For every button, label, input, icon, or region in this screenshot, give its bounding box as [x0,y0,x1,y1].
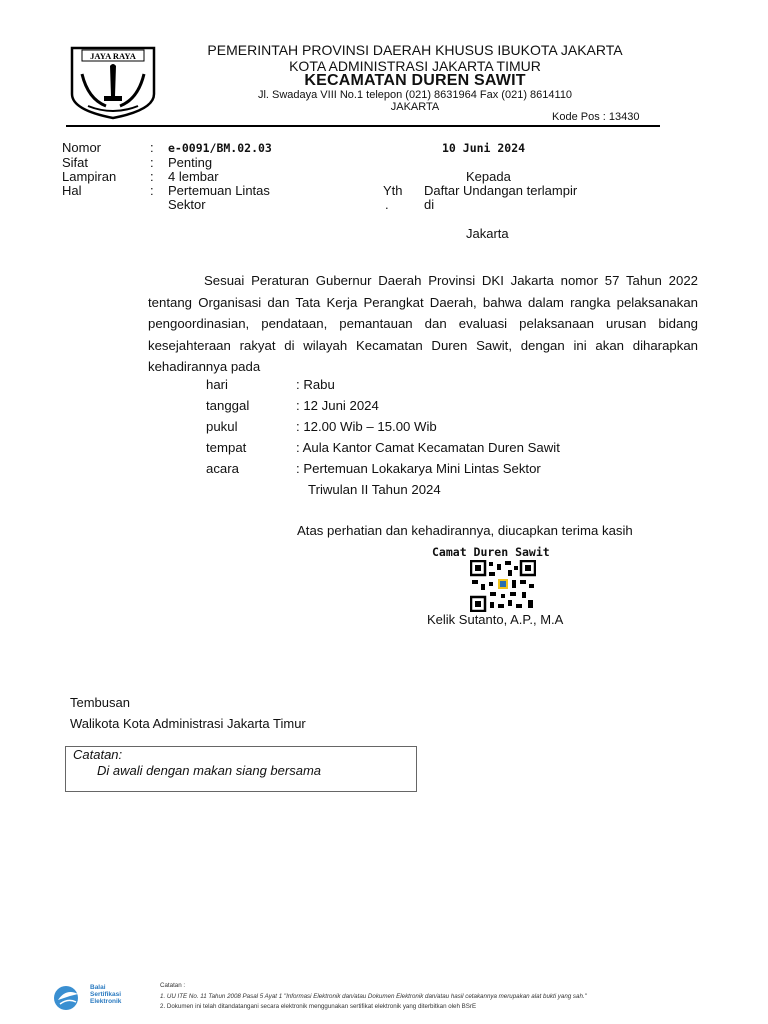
jaya-raya-emblem-icon [68,44,158,120]
body-paragraph [148,270,698,378]
kepada-label: Kepada [466,169,511,184]
catatan-text: Di awali dengan makan siang bersama [97,763,322,778]
closing-text: Atas perhatian dan kehadirannya, diucapkan terima kasih [297,523,633,538]
recipient-city: Jakarta [466,226,509,241]
bsre-text-3: Elektronik [90,998,122,1005]
detail-acara-label: acara [206,461,239,476]
letterhead-line-2: KOTA ADMINISTRASI JAKARTA TIMUR [289,58,541,74]
sifat-colon: : [150,155,154,170]
sifat-value: Penting [168,155,213,170]
bsre-text-1: Balai [90,984,106,991]
signatory-title: Camat Duren Sawit [432,545,550,559]
detail-hari-label: hari [206,377,228,392]
detail-pukul-label: pukul [206,419,238,434]
footer-note-2: 2. Dokumen ini telah ditandatangani secara elektronik menggunakan sertifikat elektronik yang diterbitkan oleh BSrE [160,1003,477,1010]
recipient-name: Daftar Undangan terlampir [424,183,578,198]
bsre-text-2: Sertifikasi [90,991,122,998]
letter-date: 10 Juni 2024 [442,141,526,155]
nomor-colon: : [150,140,154,155]
emblem-motto: JAYA RAYA [90,51,136,61]
lampiran-label: Lampiran [62,169,117,184]
detail-tanggal-label: tanggal [206,398,250,413]
letterhead-city: JAKARTA [390,101,440,113]
detail-hari-value: : Rabu [296,377,335,392]
letterhead-divider [66,125,660,127]
lampiran-colon: : [150,169,154,184]
hal-label: Hal [62,183,82,198]
recipient-di: di [424,197,435,212]
body-paragraph-text: Sesuai Peraturan Gubernur Daerah Provinsi DKI Jakarta nomor 57 Tahun 2022 tentang Organisasi dan Tata Kerja Perangkat Daerah, bahwa dalam rangka pelaksanakan pengoordinasian, pendataan, pemantauan dan evaluasi pelaksanaan urusan bidang kesejahteraan rakyat di wilayah Kecamatan Duren Sawit, dengan ini akan diharapkan kehadirannya pada [148,273,698,374]
hal-colon: : [150,183,154,198]
yth-dot: . [385,197,389,212]
footer-title: Catatan : [160,982,186,989]
detail-tempat-value: : Aula Kantor Camat Kecamatan Duren Sawit [296,440,560,455]
lampiran-value: 4 lembar [168,169,219,184]
letterhead-line-1: PEMERINTAH PROVINSI DAERAH KHUSUS IBUKOTA JAKARTA [207,42,623,58]
catatan-label: Catatan: [73,747,123,762]
letterhead-line-3: KECAMATAN DUREN SAWIT [304,72,526,89]
detail-pukul-value: : 12.00 Wib – 15.00 Wib [296,419,437,434]
catatan-box [65,746,417,792]
hal-value-line-2: Sektor [168,197,206,212]
letterhead-address: Jl. Swadaya VIII No.1 telepon (021) 8631964 Fax (021) 8614110 [257,89,573,101]
detail-tempat-label: tempat [206,440,247,455]
detail-tanggal-value: : 12 Juni 2024 [296,398,379,413]
sifat-label: Sifat [62,155,89,170]
yth-label: Yth [383,183,403,198]
nomor-label: Nomor [62,140,102,155]
tembusan-label: Tembusan [70,695,130,710]
nomor-value: e-0091/BM.02.03 [168,141,272,155]
signatory-name: Kelik Sutanto, A.P., M.A [427,612,564,627]
detail-acara-continued: Triwulan II Tahun 2024 [308,482,441,497]
hal-value-line-1: Pertemuan Lintas [168,183,270,198]
postal-code: Kode Pos : 13430 [552,111,640,123]
detail-acara-value: : Pertemuan Lokakarya Mini Lintas Sektor [296,461,541,476]
tembusan-item: Walikota Kota Administrasi Jakarta Timur [70,716,306,731]
qr-code-signature-icon [470,560,536,612]
bsre-logo-text [90,984,121,1005]
footer-note-1: 1. UU ITE No. 11 Tahun 2008 Pasal 5 Ayat 1 "Informasi Elektronik dan/atau Dokumen Elektronik dan/atau hasil cetakannya merupakan alat bukti yang sah." [160,993,587,1000]
